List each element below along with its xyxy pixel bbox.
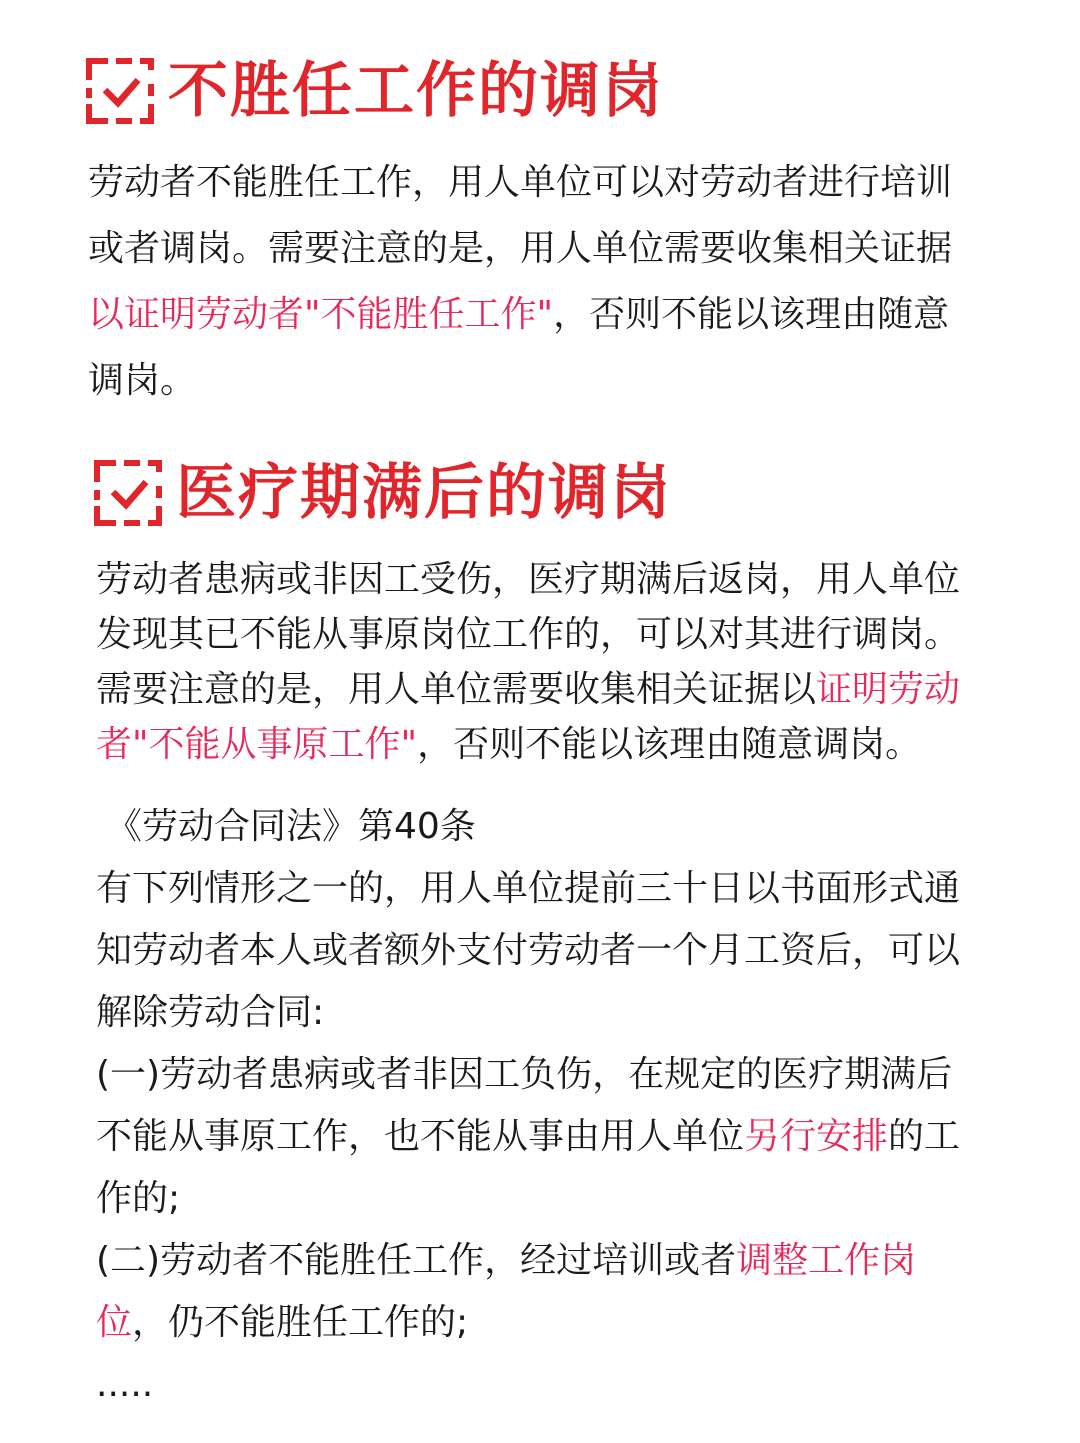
checkbox-check-icon	[86, 58, 154, 124]
text-line	[96, 920, 960, 982]
text-line	[96, 1230, 960, 1292]
text-segment: 劳动者不能胜任工作，用人单位可以对劳动者进行培训	[88, 162, 953, 203]
text-segment: 的工	[888, 1116, 961, 1157]
checkbox-check-icon	[94, 460, 162, 526]
text-line	[88, 150, 952, 216]
text-line	[88, 216, 952, 282]
section-paragraph	[96, 552, 960, 772]
text-line	[96, 1168, 960, 1230]
text-segment: 知劳动者本人或者额外支付劳动者一个月工资后，可以	[96, 930, 961, 971]
text-segment: .....	[96, 1364, 154, 1405]
text-line	[96, 1044, 960, 1106]
law-title: 《劳动合同法》第40条	[106, 806, 476, 847]
highlighted-text: 以证明劳动者"不能胜任工作"	[88, 294, 554, 335]
text-line	[96, 1354, 960, 1416]
text-segment: 发现其已不能从事原岗位工作的，可以对其进行调岗。	[96, 614, 961, 655]
highlighted-text: 位	[96, 1302, 133, 1343]
text-segment: 需要注意的是，用人单位需要收集相关证据以	[96, 669, 817, 710]
text-segment: 劳动者患病或非因工受伤，医疗期满后返岗，用人单位	[96, 559, 961, 600]
text-segment: 不能从事原工作，也不能从事由用人单位	[96, 1116, 745, 1157]
text-line	[96, 662, 960, 717]
text-line	[96, 552, 960, 607]
text-segment: (一)劳动者患病或者非因工负伤，在规定的医疗期满后	[96, 1054, 953, 1095]
text-segment: 调岗。	[88, 360, 197, 401]
highlighted-text: 另行安排	[744, 1116, 889, 1157]
section-title: 医疗期满后的调岗	[176, 458, 672, 528]
text-line	[96, 717, 960, 772]
text-segment: 解除劳动合同:	[96, 992, 325, 1033]
text-segment: (二)劳动者不能胜任工作，经过培训或者	[96, 1240, 737, 1281]
highlighted-text: 证明劳动	[816, 669, 961, 710]
text-line	[96, 1106, 960, 1168]
text-segment: 作的;	[96, 1178, 181, 1219]
section-title: 不胜任工作的调岗	[168, 56, 664, 126]
section-paragraph	[88, 150, 952, 414]
law-citation	[96, 796, 960, 1416]
text-segment: ，仍不能胜任工作的;	[132, 1302, 469, 1343]
text-segment: ，否则不能以该理由随意	[553, 294, 950, 335]
text-line	[96, 1292, 960, 1354]
text-line	[88, 282, 952, 348]
text-segment: ，否则不能以该理由随意调岗。	[417, 724, 922, 765]
section-header	[86, 58, 664, 124]
text-segment: 或者调岗。需要注意的是，用人单位需要收集相关证据	[88, 228, 953, 269]
text-line	[96, 858, 960, 920]
text-line	[96, 982, 960, 1044]
text-segment: 有下列情形之一的，用人单位提前三十日以书面形式通	[96, 868, 961, 909]
highlighted-text: 者"不能从事原工作"	[96, 724, 418, 765]
law-text	[96, 858, 960, 1416]
text-line	[96, 607, 960, 662]
section-header	[94, 460, 672, 526]
text-line	[88, 348, 952, 414]
highlighted-text: 调整工作岗	[736, 1240, 917, 1281]
